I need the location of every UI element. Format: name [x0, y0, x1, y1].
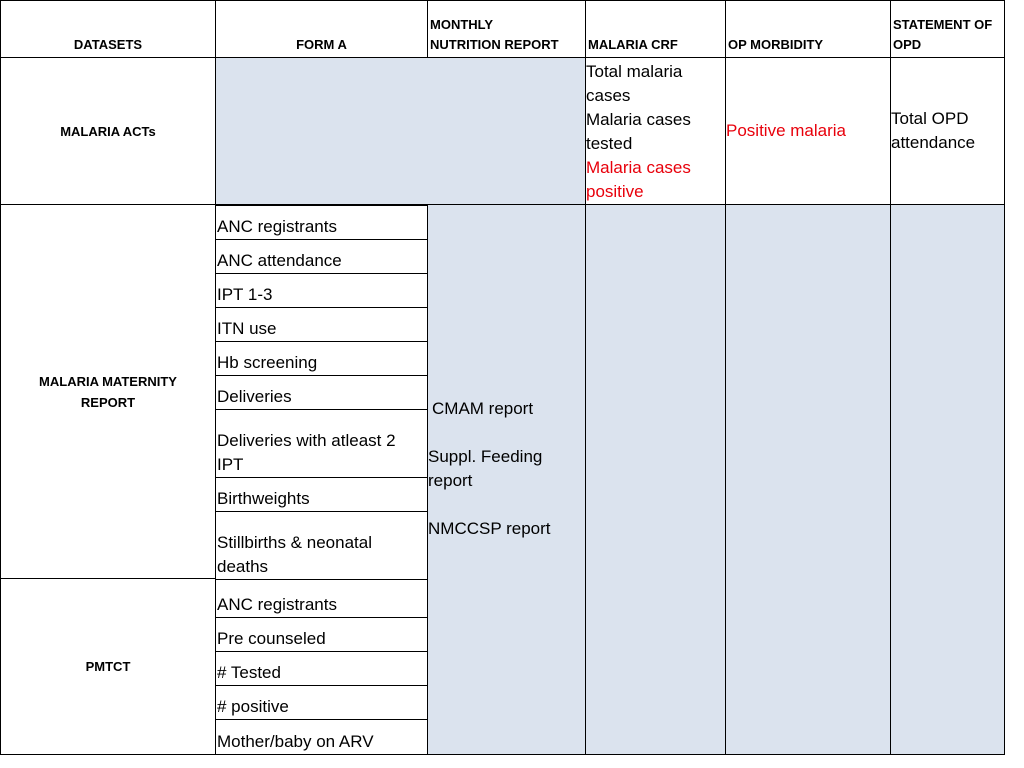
list-item-text: ANC registrants	[217, 595, 337, 614]
suppl-feeding-line2: report	[428, 471, 473, 490]
malaria-acts-statement-of-opd	[891, 58, 1005, 205]
header-malaria-crf-label: MALARIA CRF	[588, 37, 678, 52]
row-label-malaria-maternity-report	[0, 205, 216, 579]
list-item-text: Deliveries with atleast 2	[217, 431, 396, 450]
maternity-label-line2: REPORT	[80, 394, 136, 410]
malaria-crf-line5: Malaria cases	[586, 158, 691, 177]
list-item-text: # Tested	[217, 663, 281, 682]
malaria-acts-op-morbidity	[726, 58, 891, 205]
malaria-crf-lower-empty	[586, 205, 726, 755]
row-label-malaria-acts	[0, 58, 216, 205]
header-op-morbidity-label: OP MORBIDITY	[728, 37, 824, 52]
list-item-text: ITN use	[217, 319, 277, 338]
header-form-a	[216, 0, 428, 58]
malaria-crf-line4: tested	[586, 134, 633, 153]
statement-opd-line1: Total OPD	[891, 109, 969, 128]
suppl-feeding-line1: Suppl. Feeding	[428, 447, 543, 466]
header-datasets	[0, 0, 216, 58]
list-item	[216, 617, 428, 651]
statement-opd-lower-empty	[891, 205, 1005, 755]
list-item-text: Deliveries	[217, 387, 292, 406]
malaria-crf-line3: Malaria cases	[586, 110, 691, 129]
list-item-text: ANC attendance	[217, 251, 342, 270]
list-item-text: deaths	[217, 557, 269, 576]
list-item-text: Hb screening	[217, 353, 318, 372]
header-datasets-label: DATASETS	[73, 37, 143, 52]
header-monthly-nutrition-line1: MONTHLY	[430, 17, 494, 32]
list-item-text: IPT	[217, 455, 244, 474]
malaria-acts-label: MALARIA ACTs	[60, 123, 156, 139]
list-item-text: Stillbirths & neonatal	[217, 533, 372, 552]
header-monthly-nutrition-report	[428, 0, 586, 58]
list-item	[216, 205, 428, 239]
op-morbidity-lower-empty	[726, 205, 891, 755]
list-item	[216, 651, 428, 685]
list-item-text: IPT 1-3	[217, 285, 273, 304]
cmam-report: CMAM report	[432, 399, 534, 418]
list-item	[216, 511, 428, 579]
list-item-text: Pre counseled	[217, 629, 326, 648]
op-morbidity-positive-malaria: Positive malaria	[726, 121, 846, 140]
nmccsp-report: NMCCSP report	[428, 519, 551, 538]
malaria-acts-form-a-nutrition-empty	[216, 58, 586, 205]
header-form-a-label: FORM A	[296, 37, 347, 52]
malaria-acts-malaria-crf	[586, 58, 726, 205]
list-item	[216, 307, 428, 341]
list-item	[216, 719, 428, 755]
malaria-crf-line2: cases	[586, 86, 631, 105]
list-item	[216, 477, 428, 511]
list-item-text: ANC registrants	[217, 217, 337, 236]
header-malaria-crf	[586, 0, 726, 58]
list-item	[216, 409, 428, 477]
list-item	[216, 375, 428, 409]
list-item	[216, 273, 428, 307]
list-item	[216, 239, 428, 273]
malaria-crf-line6: positive	[586, 182, 644, 201]
list-item-text: # positive	[217, 697, 289, 716]
nutrition-reports-cell	[428, 205, 586, 755]
malaria-crf-line1: Total malaria	[586, 62, 683, 81]
header-statement-of-opd-line1: STATEMENT OF	[893, 17, 993, 32]
maternity-label-line1: MALARIA MATERNITY	[39, 373, 177, 389]
list-item-text: Birthweights	[217, 489, 310, 508]
header-statement-of-opd	[891, 0, 1005, 58]
list-item	[216, 579, 428, 617]
list-item	[216, 685, 428, 719]
list-item	[216, 341, 428, 375]
pmtct-label: PMTCT	[85, 659, 131, 674]
row-label-pmtct	[0, 579, 216, 755]
statement-opd-line2: attendance	[891, 133, 976, 152]
list-item-text: Mother/baby on ARV	[217, 732, 374, 751]
header-statement-of-opd-line2: OPD	[893, 37, 922, 52]
header-op-morbidity	[726, 0, 891, 58]
header-monthly-nutrition-line2: NUTRITION REPORT	[430, 37, 559, 52]
